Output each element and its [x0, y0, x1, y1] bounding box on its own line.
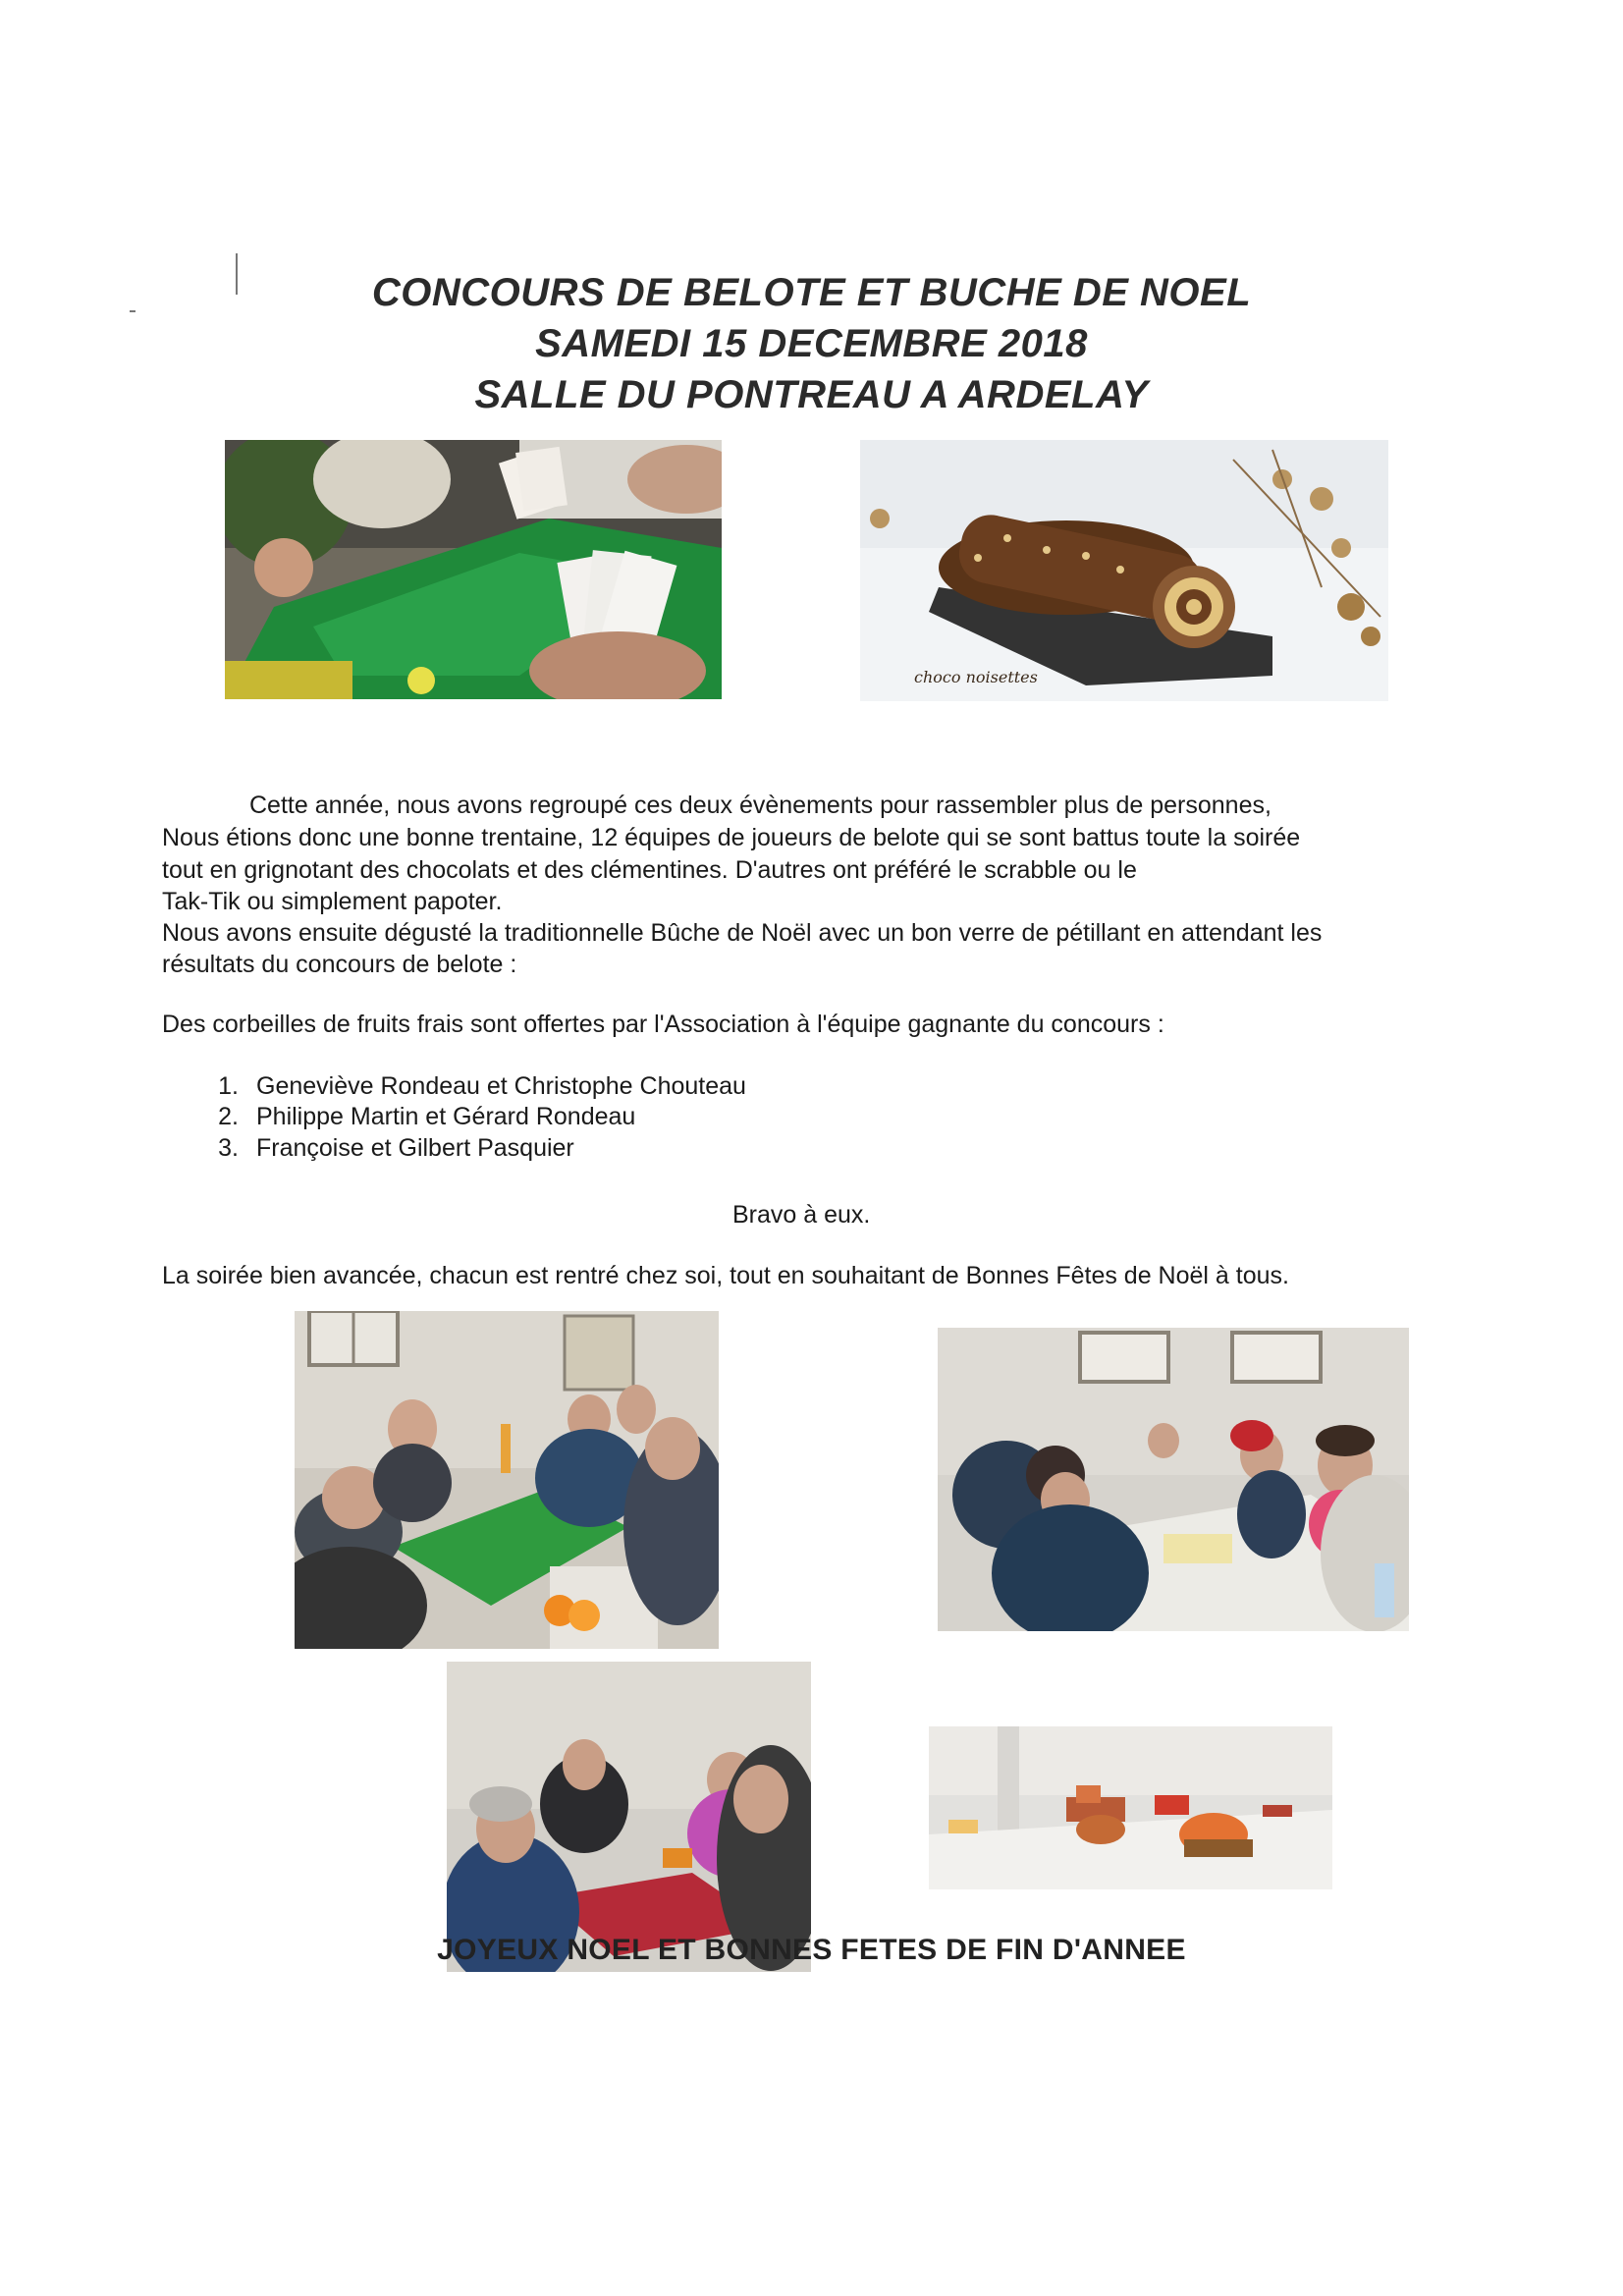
list-number: 3. — [218, 1134, 239, 1162]
fruit-baskets-photo — [929, 1726, 1332, 1889]
paragraph-line: résultats du concours de belote : — [162, 951, 517, 978]
page-title-line2: SAMEDI 15 DECEMBRE 2018 — [535, 322, 1088, 365]
winner-name: Geneviève Rondeau et Christophe Chouteau — [256, 1072, 746, 1100]
list-number: 2. — [218, 1103, 239, 1130]
paragraph-line: Nous étions donc une bonne trentaine, 12 équipes de joueurs de belote qui se sont battus toute la soirée — [162, 824, 1301, 851]
buche-de-noel-photo — [860, 440, 1388, 701]
winner-name: Françoise et Gilbert Pasquier — [256, 1134, 574, 1162]
list-number: 1. — [218, 1072, 239, 1100]
paragraph-line: Tak-Tik ou simplement papoter. — [162, 888, 503, 915]
page-title-line3: SALLE DU PONTREAU A ARDELAY — [474, 373, 1149, 416]
bravo-text: Bravo à eux. — [732, 1201, 871, 1229]
players-photo-3 — [447, 1662, 811, 1972]
belote-cards-photo — [225, 440, 722, 699]
winner-name: Philippe Martin et Gérard Rondeau — [256, 1103, 636, 1130]
players-photo-1 — [295, 1311, 719, 1649]
closing-text: La soirée bien avancée, chacun est rentré chez soi, tout en souhaitant de Bonnes Fêtes de Noël à tous. — [162, 1262, 1289, 1289]
paragraph-line: Nous avons ensuite dégusté la traditionnelle Bûche de Noël avec un bon verre de pétillant en attendant les — [162, 919, 1323, 947]
paragraph-line: Cette année, nous avons regroupé ces deux évènements pour rassembler plus de personnes, — [249, 792, 1271, 819]
paragraph-line: tout en grignotant des chocolats et des clémentines. D'autres ont préféré le scrabble ou le — [162, 856, 1137, 884]
buche-caption: choco noisettes — [914, 668, 1038, 686]
players-photo-2 — [938, 1328, 1409, 1631]
closing-banner: JOYEUX NOEL ET BONNES FETES DE FIN D'ANNEE — [437, 1934, 1186, 1966]
paragraph-line: Des corbeilles de fruits frais sont offertes par l'Association à l'équipe gagnante du concours : — [162, 1011, 1164, 1038]
page-title-line1: CONCOURS DE BELOTE ET BUCHE DE NOEL — [371, 271, 1252, 314]
